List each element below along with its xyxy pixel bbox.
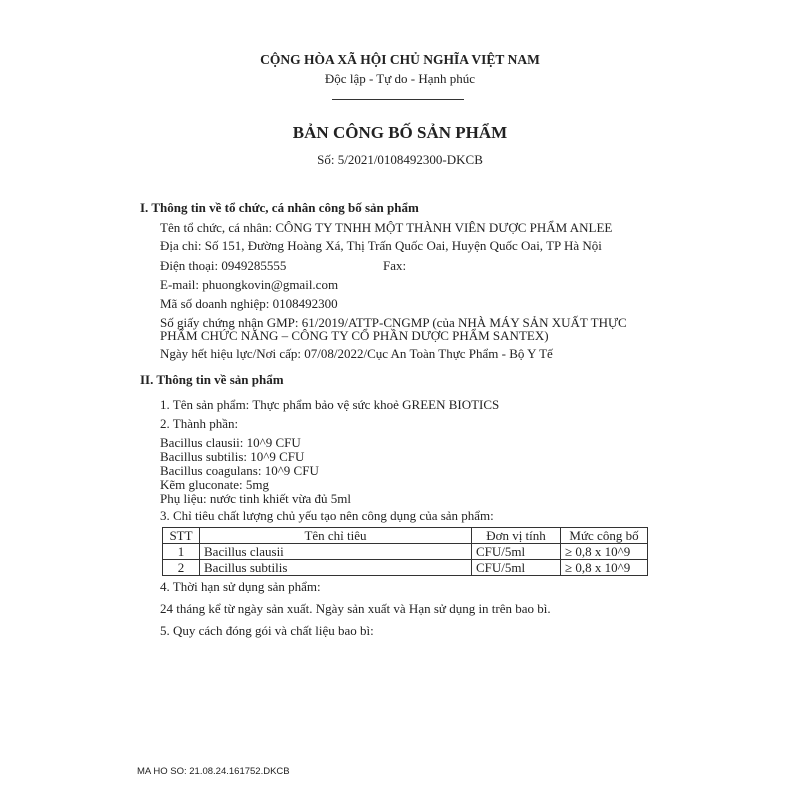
nation-header: CỘNG HÒA XÃ HỘI CHỦ NGHĨA VIỆT NAM [260,52,540,67]
header-cell: Đơn vị tính [472,528,561,544]
ingredient: Phụ liệu: nước tinh khiết vừa đủ 5ml [160,491,352,506]
ingredient: Bacillus subtilis: 10^9 CFU [160,449,305,464]
ingredients-heading: 2. Thành phần: [160,416,239,431]
email: E-mail: phuongkovin@gmail.com [160,277,339,292]
section1-heading: I. Thông tin về tổ chức, cá nhân công bố sản phẩm [140,200,419,215]
expiry: Ngày hết hiệu lực/Nơi cấp: 07/08/2022/Cục An Toàn Thực Phẩm - Bộ Y Tế [160,346,553,361]
business-code: Mã số doanh nghiệp: 0108492300 [160,296,338,311]
packaging-heading: 5. Quy cách đóng gói và chất liệu bao bì: [160,623,374,638]
table-row [163,560,648,576]
ingredient: Bacillus clausii: 10^9 CFU [160,435,301,450]
address: Địa chỉ: Số 151, Đường Hoàng Xá, Thị Trấn Quốc Oai, Huyện Quốc Oai, TP Hà Nội [160,238,602,253]
cell: ≥ 0,8 x 10^9 [561,544,648,560]
header-cell: Mức công bố [561,528,648,544]
ingredient: Bacillus coagulans: 10^9 CFU [160,463,319,478]
quality-table [162,527,648,576]
cell: Bacillus clausii [200,544,472,560]
gmp-line1: Số giấy chứng nhận GMP: 61/2019/ATTP-CNGMP (của NHÀ MÁY SẢN XUẤT THỰC [160,315,627,330]
section2-heading: II. Thông tin về sản phẩm [140,372,284,387]
quality-heading: 3. Chỉ tiêu chất lượng chủ yếu tạo nên công dụng của sản phẩm: [160,508,494,523]
dossier-code: MA HO SO: 21.08.24.161752.DKCB [137,766,290,777]
ingredient: Kẽm gluconate: 5mg [160,477,270,492]
divider [332,99,464,100]
document-number: Số: 5/2021/0108492300-DKCB [317,152,483,167]
header-cell: STT [163,528,200,544]
gmp-line2: PHẨM CHỨC NĂNG – CÔNG TY CỔ PHẦN DƯỢC PHẨM SANTEX) [160,328,549,343]
fax: Fax: [383,258,407,273]
table-header-row [163,528,648,544]
org-name: Tên tổ chức, cá nhân: CÔNG TY TNHH MỘT THÀNH VIÊN DƯỢC PHẨM ANLEE [160,220,613,235]
product-name: 1. Tên sản phẩm: Thực phẩm bảo vệ sức khoẻ GREEN BIOTICS [160,397,500,412]
cell: ≥ 0,8 x 10^9 [561,560,648,576]
shelf-life-text: 24 tháng kể từ ngày sản xuất. Ngày sản xuất và Hạn sử dụng in trên bao bì. [160,601,551,616]
cell: Bacillus subtilis [200,560,472,576]
phone: Điện thoại: 0949285555 [160,258,287,273]
header-cell: Tên chỉ tiêu [200,528,472,544]
motto: Độc lập - Tự do - Hạnh phúc [324,71,476,86]
cell: CFU/5ml [472,560,561,576]
cell: 2 [163,560,200,576]
cell: CFU/5ml [472,544,561,560]
table-row [163,544,648,560]
page-title: BẢN CÔNG BỐ SẢN PHẨM [292,123,508,142]
cell: 1 [163,544,200,560]
shelf-life-heading: 4. Thời hạn sử dụng sản phẩm: [160,579,321,594]
